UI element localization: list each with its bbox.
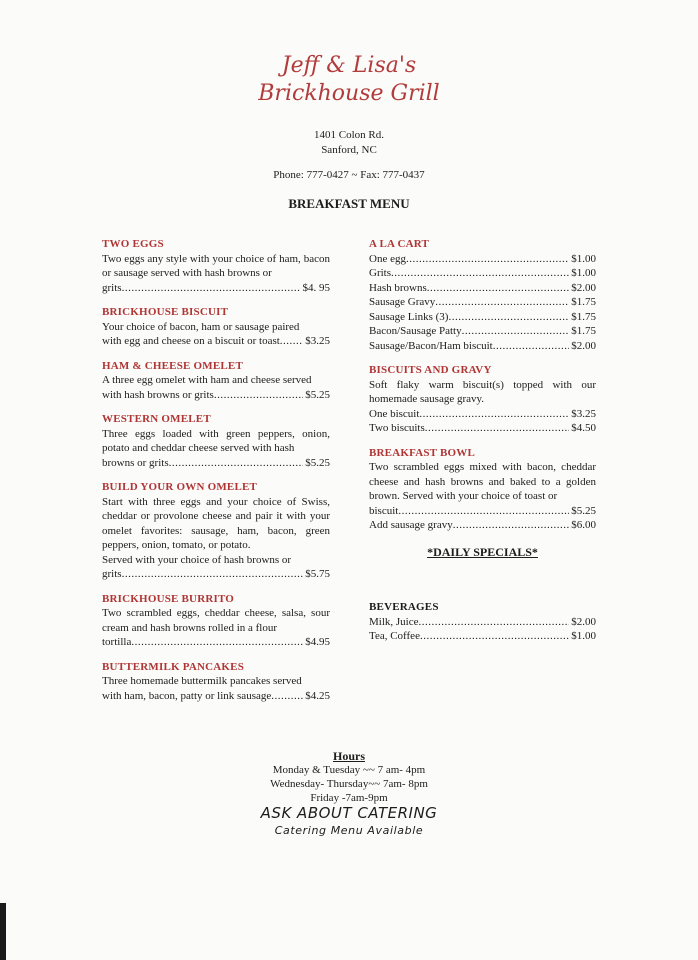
daily-specials-heading: *DAILY SPECIALS* [427, 545, 538, 559]
item-name: grits [102, 281, 122, 294]
leader-dots [169, 456, 304, 471]
catering-subtext: Catering Menu Available [274, 824, 424, 837]
item-name: Grits [369, 267, 391, 279]
price-line [369, 518, 596, 533]
price-line [369, 295, 596, 310]
item-price: $1.00 [571, 630, 596, 642]
leader-dots [406, 252, 569, 267]
leader-dots [214, 388, 303, 403]
menu-item-brickhouse-biscuit [102, 305, 330, 349]
item-name: Tea, Coffee [369, 630, 420, 642]
item-price: $1.00 [571, 267, 596, 279]
item-name: Two biscuits [369, 422, 425, 434]
item-name: with ham, bacon, patty or link sausage [102, 689, 272, 702]
section-title: BISCUITS AND GRAVY [369, 364, 492, 376]
item-title: WESTERN OMELET [102, 413, 211, 425]
leader-dots [448, 310, 569, 325]
leader-dots [391, 266, 569, 281]
price-line [369, 504, 596, 519]
leader-dots [435, 295, 569, 310]
section-a-la-cart [369, 237, 596, 353]
price-line [102, 635, 330, 650]
item-name: One biscuit [369, 407, 420, 420]
hours-block [0, 749, 698, 805]
hours-line: Monday & Tuesday ~~ 7 am- 4pm [272, 764, 426, 776]
right-column [369, 237, 596, 543]
item-name: Sausage Links (3) [369, 310, 449, 323]
item-title: BUILD YOUR OWN OMELET [102, 481, 258, 493]
leader-dots [420, 629, 569, 644]
item-price: $2.00 [571, 615, 596, 628]
menu-title: BREAKFAST MENU [288, 196, 410, 211]
brand-line-1: Jeff & Lisa's [281, 53, 417, 78]
phone-fax: Phone: 777-0427 ~ Fax: 777-0437 [273, 169, 425, 181]
item-name: with hash browns or grits [102, 388, 214, 401]
item-price: $4.25 [305, 689, 330, 702]
section-title: A LA CART [369, 238, 430, 250]
address-city: Sanford, NC [321, 144, 377, 156]
price-line [369, 252, 596, 267]
leader-dots [453, 518, 570, 533]
item-name: grits [102, 568, 122, 580]
hours-line: Friday -7am-9pm [310, 792, 388, 804]
item-name: Sausage Gravy [369, 296, 436, 308]
price-line [369, 615, 596, 630]
address-street: 1401 Colon Rd. [314, 129, 384, 141]
leader-dots [427, 281, 570, 296]
item-name: with egg and cheese on a biscuit or toast [102, 335, 280, 347]
item-name: One egg [369, 252, 406, 265]
item-price: $5.75 [305, 568, 330, 580]
scan-edge [0, 903, 6, 960]
item-title: BRICKHOUSE BURRITO [102, 592, 235, 605]
item-price: $4.50 [571, 422, 596, 434]
price-line [369, 324, 596, 339]
item-description-2: Served with your choice of hash browns or [102, 553, 292, 566]
leader-dots [271, 689, 303, 704]
section-beverages [369, 600, 596, 644]
menu-item-western-omelet [102, 412, 330, 470]
item-price: $3.25 [571, 407, 596, 420]
item-price: $1.75 [571, 310, 596, 323]
leader-dots [419, 407, 569, 422]
item-price: $5.25 [305, 456, 330, 469]
item-description: A three egg omelet with ham and cheese served [102, 374, 312, 386]
price-line [369, 407, 596, 422]
hours-line: Wednesday- Thursday~~ 7am- 8pm [270, 778, 428, 790]
menu-item-brickhouse-burrito [102, 592, 330, 650]
item-name: Sausage/Bacon/Ham biscuit [369, 339, 493, 352]
price-line [102, 334, 330, 349]
hours-title: Hours [332, 749, 365, 763]
item-name: Milk, Juice [369, 615, 419, 628]
item-name: biscuit [369, 504, 399, 517]
item-description: Start with three eggs and your choice of Swiss, cheddar or provolone cheese and pair it with your omelet favorites: sausage, ham, bacon, green peppers, onion, tomato, or potato. [102, 495, 330, 551]
item-title: HAM & CHEESE OMELET [102, 359, 244, 372]
item-price: $4.95 [305, 636, 330, 648]
section-description: Soft flaky warm biscuit(s) topped with our homemade sausage gravy. [369, 378, 596, 405]
price-line [369, 421, 596, 436]
menu-item-buttermilk-pancakes [102, 660, 330, 704]
section-title: BREAKFAST BOWL [369, 446, 476, 459]
item-price: $3.25 [305, 335, 330, 347]
section-breakfast-bowl [369, 446, 596, 533]
section-description: Two scrambled eggs mixed with bacon, cheddar cheese and hash browns and baked to a golden brown. Served with your choice of toast or [369, 461, 596, 502]
section-biscuits-and-gravy [369, 363, 596, 436]
price-line [102, 689, 330, 704]
leader-dots [419, 615, 570, 630]
price-line [102, 456, 330, 471]
catering-block [0, 804, 698, 837]
price-line [369, 339, 596, 354]
price-line [369, 310, 596, 325]
price-line [369, 281, 596, 296]
menu-item-build-your-own-omelet [102, 480, 330, 582]
price-line [369, 266, 596, 281]
menu-item-two-eggs [102, 237, 330, 295]
leader-dots [131, 635, 303, 650]
item-price: $1.75 [571, 325, 596, 337]
item-name: Hash browns [369, 281, 427, 294]
price-line [102, 281, 330, 296]
item-price: $4. 95 [302, 281, 330, 294]
leader-dots [398, 504, 569, 519]
item-price: $2.00 [571, 339, 596, 352]
leader-dots [462, 324, 570, 339]
item-description: Two eggs any style with your choice of ham, bacon or sausage served with hash browns or [102, 252, 330, 279]
leader-dots [122, 567, 304, 582]
item-name: tortilla [102, 636, 132, 648]
item-description: Three eggs loaded with green peppers, onion, potato and cheddar cheese served with hash [102, 427, 330, 454]
leader-dots [280, 334, 303, 349]
menu-item-ham-cheese-omelet [102, 359, 330, 403]
item-price: $2.00 [571, 281, 596, 294]
leader-dots [493, 339, 570, 354]
left-column [102, 237, 330, 713]
price-line [102, 388, 330, 403]
item-name: Bacon/Sausage Patty [369, 325, 462, 337]
item-price: $6.00 [571, 519, 596, 531]
item-name: browns or grits [102, 456, 169, 469]
item-description: Two scrambled eggs, cheddar cheese, salsa, sour cream and hash browns rolled in a flour [102, 607, 330, 634]
brand-line-2: Brickhouse Grill [258, 81, 440, 106]
item-title: TWO EGGS [102, 238, 164, 250]
restaurant-logo [0, 52, 698, 108]
item-name: Add sausage gravy [369, 519, 453, 531]
item-title: BRICKHOUSE BISCUIT [102, 306, 229, 318]
address [0, 128, 698, 158]
item-price: $5.25 [571, 504, 596, 517]
section-title: BEVERAGES [369, 601, 439, 613]
item-description: Your choice of bacon, ham or sausage paired [102, 320, 300, 333]
item-description: Three homemade buttermilk pancakes served [102, 675, 302, 687]
leader-dots [425, 421, 569, 436]
item-price: $5.25 [305, 388, 330, 401]
item-title: BUTTERMILK PANCAKES [102, 660, 245, 673]
price-line [369, 629, 596, 644]
leader-dots [122, 281, 301, 296]
price-line [102, 567, 330, 582]
item-price: $1.00 [571, 252, 596, 265]
item-price: $1.75 [571, 296, 596, 308]
catering-heading: ASK ABOUT CATERING [260, 804, 438, 822]
